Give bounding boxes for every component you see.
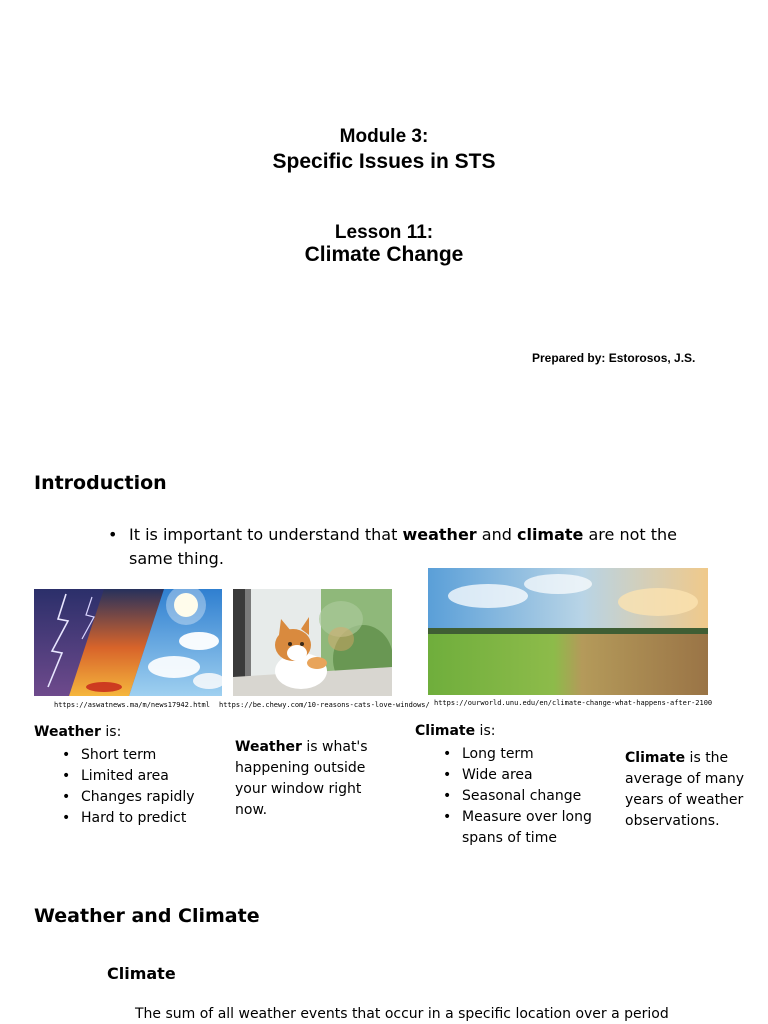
weather-definition-term: Weather bbox=[235, 739, 302, 755]
weather-list bbox=[62, 745, 232, 829]
cat-window-image bbox=[233, 589, 392, 696]
bullet-text-part3: are not the same thing. bbox=[129, 525, 677, 568]
prepared-by: Prepared by: Estorosos, J.S. bbox=[532, 351, 696, 365]
climate-definition bbox=[625, 748, 755, 832]
climate-definition-term: Climate bbox=[625, 750, 686, 766]
list-item: • Wide area bbox=[443, 765, 613, 786]
module-title: Specific Issues in STS bbox=[272, 150, 496, 173]
bullet-text-part1: It is important to understand that bbox=[129, 525, 403, 544]
module-label: Module 3: bbox=[339, 126, 429, 147]
list-item: • Long term bbox=[443, 744, 613, 765]
introduction-heading: Introduction bbox=[34, 472, 167, 494]
list-item: • Measure over long spans of time bbox=[443, 807, 613, 849]
lesson-label: Lesson 11: bbox=[334, 222, 434, 243]
field-landscape-image bbox=[428, 568, 708, 695]
lesson-title: Climate Change bbox=[304, 243, 464, 266]
weather-definition-text: is what's happening outside your window right now. bbox=[235, 739, 368, 818]
image-caption-field-landscape: https://ourworld.unu.edu/en/climate-change-what-happens-after-2100 bbox=[434, 699, 713, 707]
climate-subheading: Climate bbox=[107, 964, 176, 983]
climate-keyword: climate bbox=[516, 525, 584, 544]
list-item: • Changes rapidly bbox=[62, 787, 232, 808]
list-item: • Limited area bbox=[62, 766, 232, 787]
introduction-bullet bbox=[108, 523, 708, 571]
image-caption-cat-window: https://be.chewy.com/10-reasons-cats-love-windows/ bbox=[219, 701, 430, 709]
bullet-text-part2: and bbox=[476, 525, 517, 544]
climate-definition-text: is the average of many years of weather observations. bbox=[625, 750, 745, 829]
weather-and-climate-heading: Weather and Climate bbox=[34, 905, 260, 927]
bullet-marker: • bbox=[108, 525, 118, 544]
list-item: • Short term bbox=[62, 745, 232, 766]
climate-suffix: is: bbox=[475, 723, 496, 739]
list-item: • Hard to predict bbox=[62, 808, 232, 829]
climate-definition-paragraph: The sum of all weather events that occur in a specific location over a period bbox=[135, 1006, 669, 1022]
weather-term: Weather bbox=[34, 724, 101, 740]
climate-term: Climate bbox=[415, 723, 476, 739]
climate-heading bbox=[415, 723, 495, 739]
image-caption-weather-collage: https://aswatnews.ma/m/news17942.html bbox=[54, 701, 210, 709]
weather-definition bbox=[235, 737, 385, 821]
weather-heading bbox=[34, 724, 121, 740]
list-item: • Seasonal change bbox=[443, 786, 613, 807]
climate-list bbox=[443, 744, 613, 849]
weather-keyword: weather bbox=[402, 525, 477, 544]
weather-suffix: is: bbox=[100, 724, 122, 740]
weather-collage-image bbox=[34, 589, 222, 696]
